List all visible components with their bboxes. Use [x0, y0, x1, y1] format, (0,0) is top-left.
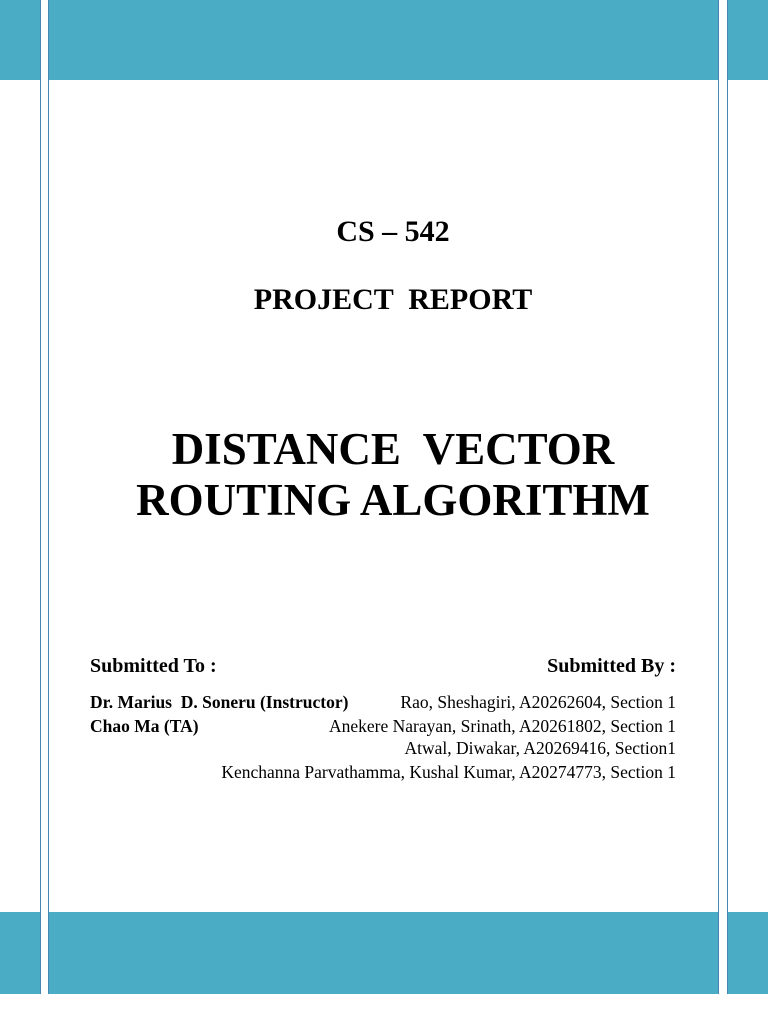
right-bottom-band	[728, 912, 768, 994]
right-margin-strip	[727, 0, 768, 994]
course-code: CS – 542	[336, 215, 450, 248]
team-member: Rao, Sheshagiri, A20262604, Section 1	[400, 692, 676, 712]
team-member: Kenchanna Parvathamma, Kushal Kumar, A20274773, Section 1	[221, 762, 676, 782]
left-top-band	[0, 0, 40, 80]
left-margin-strip	[0, 0, 41, 994]
instructor-name: Dr. Marius D. Soneru (Instructor)	[90, 692, 349, 712]
title-line-1: DISTANCE VECTOR	[171, 424, 615, 474]
team-member: Atwal, Diwakar, A20269416, Section1	[404, 738, 676, 758]
submitted-to-heading: Submitted To :	[90, 655, 217, 677]
title-line-2: ROUTING ALGORITHM	[136, 475, 650, 525]
footer-band	[49, 912, 718, 994]
ta-name: Chao Ma (TA)	[90, 716, 199, 736]
header-band	[49, 0, 718, 80]
left-bottom-band	[0, 912, 40, 994]
submitted-by-heading: Submitted By :	[547, 655, 676, 677]
right-top-band	[728, 0, 768, 80]
team-member: Anekere Narayan, Srinath, A20261802, Section 1	[328, 716, 676, 736]
report-type: PROJECT REPORT	[253, 283, 533, 316]
